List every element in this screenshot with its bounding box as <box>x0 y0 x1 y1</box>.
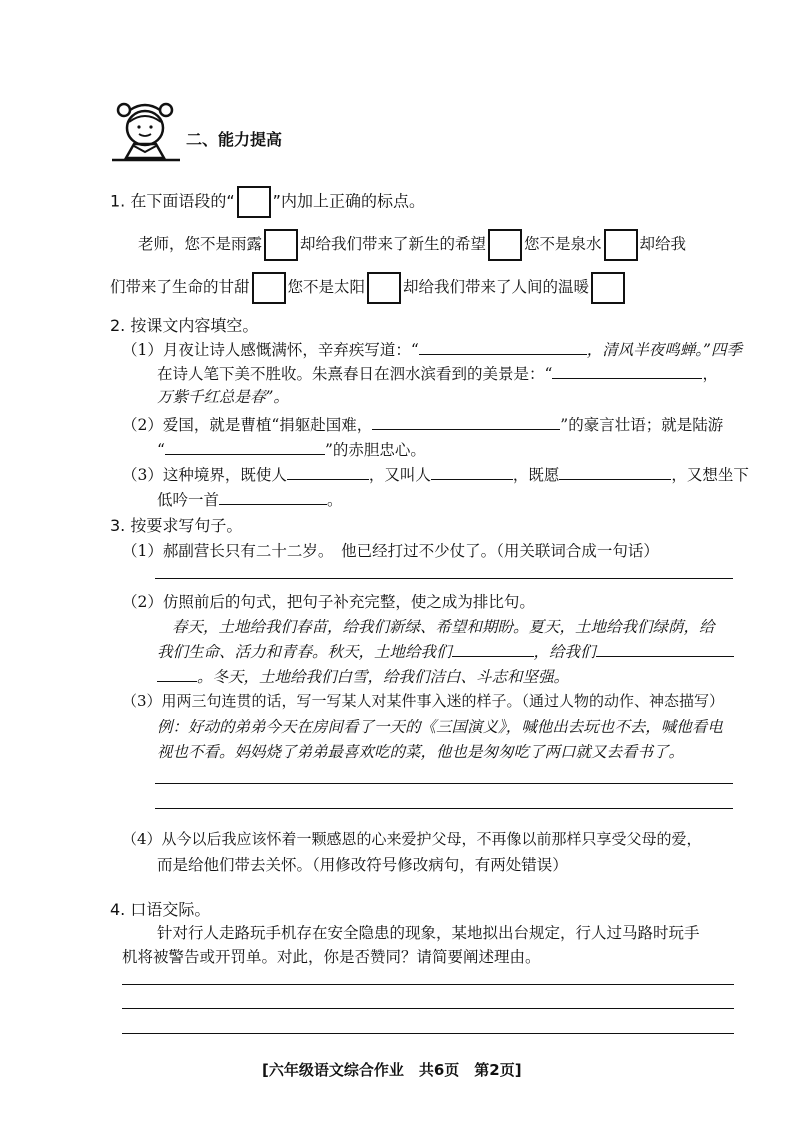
q1-text: 却给我 <box>639 235 687 253</box>
answer-line[interactable] <box>155 783 733 784</box>
q2-text: ，又叫人 <box>368 466 431 484</box>
answer-box[interactable] <box>591 272 625 304</box>
q2-text: ， <box>702 365 718 383</box>
fill-blank[interactable] <box>452 642 534 657</box>
q2-item-2-line-2 <box>157 438 426 460</box>
fill-blank[interactable] <box>287 465 369 480</box>
q3-item-3-example-line-2: 视也不看。妈妈烧了弟弟最喜欢吃的菜，他也是匆匆吃了两口就又去看书了。 <box>157 743 685 761</box>
answer-line[interactable] <box>122 1033 734 1034</box>
q2-text: ”的豪言壮语；就是陆游 <box>560 416 724 434</box>
fill-blank[interactable] <box>157 667 197 682</box>
q1-text: 您不是太阳 <box>287 278 366 296</box>
answer-box[interactable] <box>488 229 522 261</box>
q2-text: ，清风半夜鸣蝉。”四季 <box>586 341 742 359</box>
answer-line[interactable] <box>155 808 733 809</box>
q2-item-1-line-2 <box>157 362 718 384</box>
q2-text: ”的赤胆忠心。 <box>324 441 426 459</box>
answer-box[interactable] <box>237 186 271 218</box>
q3-stem: 3. 按要求写句子。 <box>110 516 243 535</box>
fill-blank[interactable] <box>372 415 560 430</box>
q1-text: 却给我们带来了新生的希望 <box>300 235 487 253</box>
q2-text: （1）月夜让诗人感慨满怀，辛弃疾写道：“ <box>122 341 419 359</box>
answer-line[interactable] <box>122 1008 734 1009</box>
q3-item-2-text-line-3 <box>157 665 569 687</box>
q2-item-2-line-1 <box>122 413 723 435</box>
fill-blank[interactable] <box>559 465 671 480</box>
section-title: 二、能力提高 <box>186 130 283 149</box>
answer-box[interactable] <box>252 272 286 304</box>
q2-text: ，又想坐下 <box>671 466 749 484</box>
q1-stem-part-b: ”内加上正确的标点。 <box>272 191 425 211</box>
q2-text: （3）这种境界，既使人 <box>122 466 287 484</box>
answer-box[interactable] <box>604 229 638 261</box>
q2-item-3-line-2 <box>157 488 343 510</box>
page-footer: [六年级语文综合作业 共6页 第2页] <box>262 1061 522 1079</box>
q1-passage-line-2 <box>110 272 627 304</box>
q2-text: ，既愿 <box>512 466 560 484</box>
q3-text: 我们生命、活力和青春。秋天，土地给我们 <box>157 643 452 661</box>
fill-blank[interactable] <box>165 440 325 455</box>
fill-blank[interactable] <box>596 642 734 657</box>
q1-passage-line-1 <box>138 229 686 261</box>
q3-item-4-line-1: （4）从今以后我应该怀着一颗感恩的心来爱护父母，不再像以前那样只享受父母的爱， <box>122 830 702 848</box>
q3-item-4-line-2: 而是给他们带去关怀。（用修改符号修改病句，有两处错误） <box>157 856 568 874</box>
q3-item-2: （2）仿照前后的句式，把句子补充完整，使之成为排比句。 <box>122 593 535 611</box>
q1-stem <box>110 186 425 218</box>
q3-item-2-text-line-2 <box>157 640 734 662</box>
q1-text: 们带来了生命的甘甜 <box>110 278 250 296</box>
answer-line[interactable] <box>122 984 734 985</box>
girl-reading-icon <box>108 96 184 166</box>
q2-item-1-line-1 <box>122 338 742 360</box>
q1-stem-part-a: 1. 在下面语段的“ <box>110 191 235 211</box>
q2-text: 。 <box>327 491 343 509</box>
fill-blank[interactable] <box>431 465 513 480</box>
q2-text: （2）爱国，就是曹植“捐躯赴国难， <box>122 416 373 434</box>
q1-text: 您不是泉水 <box>524 235 602 253</box>
q4-text-line-2: 机将被警告或开罚单。对此，你是否赞同？请简要阐述理由。 <box>122 948 541 966</box>
q3-text: 。冬天，土地给我们白雪，给我们洁白、斗志和坚强。 <box>197 668 570 686</box>
q3-item-1: （1）郝副营长只有二十二岁。 他已经打过不少仗了。（用关联词合成一句话） <box>122 542 659 560</box>
answer-line[interactable] <box>155 578 733 579</box>
q1-text: 却给我们带来了人间的温暖 <box>403 278 590 296</box>
answer-box[interactable] <box>367 272 401 304</box>
q4-text-line-1: 针对行人走路玩手机存在安全隐患的现象，某地拟出台规定，行人过马路时玩手 <box>157 924 700 942</box>
fill-blank[interactable] <box>219 490 327 505</box>
fill-blank[interactable] <box>419 340 587 355</box>
q2-item-3-line-1 <box>122 463 749 485</box>
answer-box[interactable] <box>264 229 298 261</box>
q2-text: 低吟一首 <box>157 491 220 509</box>
q2-text: 在诗人笔下美不胜收。朱熹春日在泗水滨看到的美景是：“ <box>157 365 553 383</box>
q1-text: 老师，您不是雨露 <box>138 235 263 253</box>
q3-item-3: （3）用两三句连贯的话，写一写某人对某件事入迷的样子。（通过人物的动作、神态描写） <box>122 692 725 710</box>
fill-blank[interactable] <box>552 364 702 379</box>
q3-item-2-text-line-1: 春天，土地给我们春苗，给我们新绿、希望和期盼。夏天，土地给我们绿荫，给 <box>172 618 715 636</box>
q2-item-1-line-3: 万紫千红总是春”。 <box>157 388 289 406</box>
q2-stem: 2. 按课文内容填空。 <box>110 316 259 335</box>
q4-stem: 4. 口语交际。 <box>110 900 211 919</box>
q3-text: ，给我们 <box>533 643 596 661</box>
q2-text: “ <box>157 441 165 459</box>
q3-item-3-example-line-1: 例：好动的弟弟今天在房间看了一天的《三国演义》，喊他出去玩也不去，喊他看电 <box>157 718 723 736</box>
